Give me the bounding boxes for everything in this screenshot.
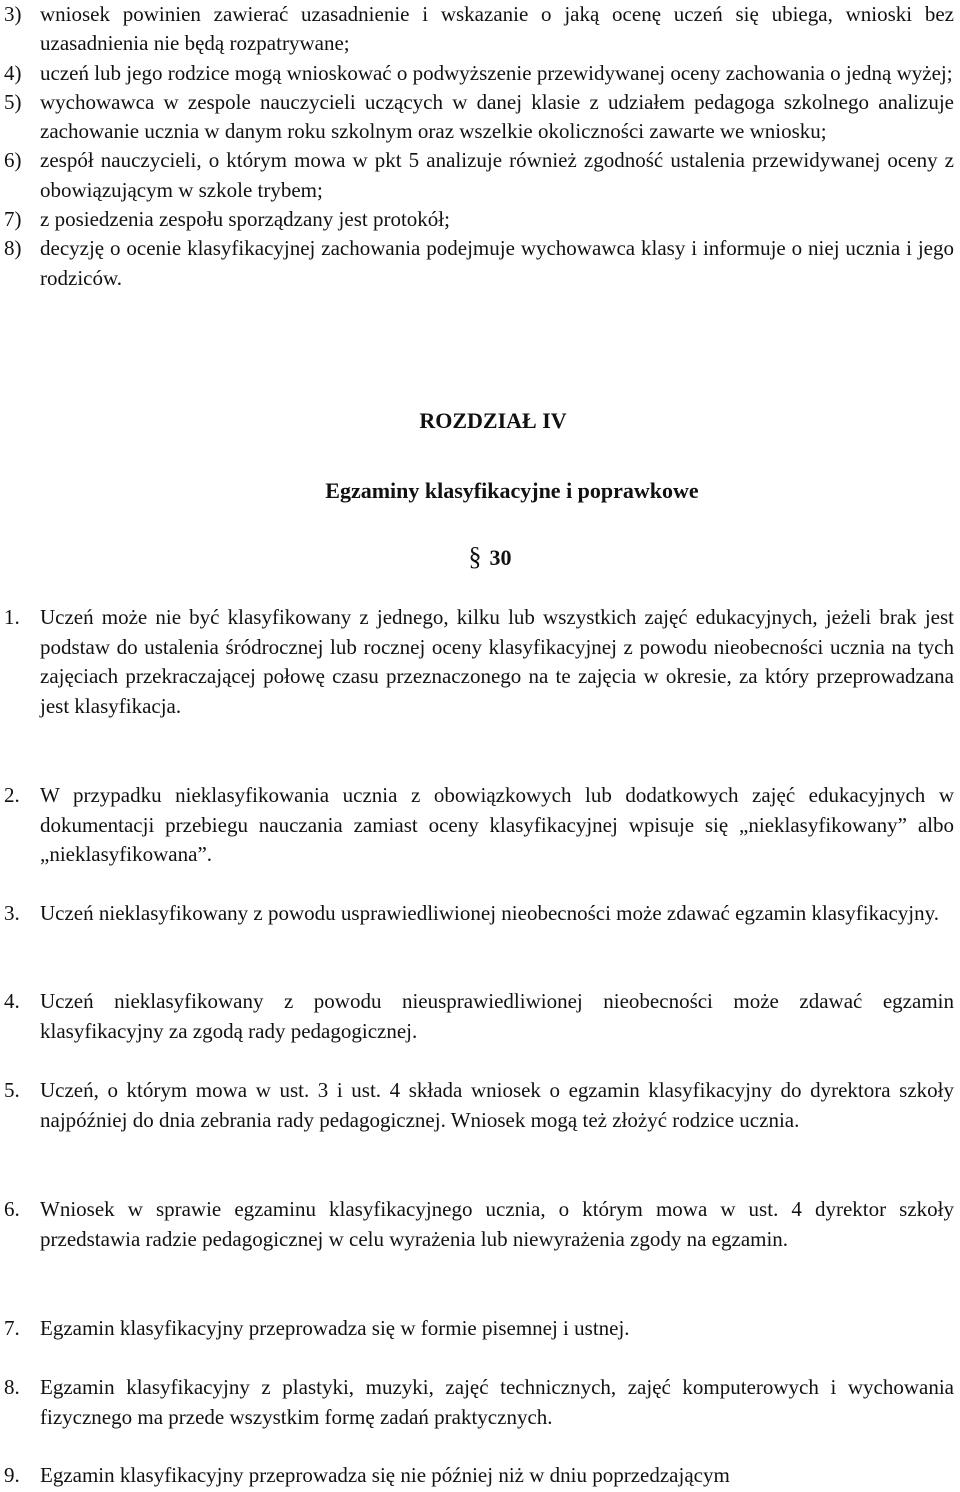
paragraph-number: 7. <box>4 1316 20 1340</box>
list-item <box>0 205 960 234</box>
paragraph-number: 3. <box>4 901 20 925</box>
list-item-text: wniosek powinien zawierać uzasadnienie i wskazanie o jaką ocenę uczeń się ubiega, wnioski bez uzasadnienia nie będą rozpatrywane; <box>40 2 954 56</box>
paragraph-text: Egzamin klasyfikacyjny przeprowadza się w formie pisemnej i ustnej. <box>40 1316 630 1340</box>
list-item-number: 3) <box>4 2 22 26</box>
section-heading <box>0 542 960 572</box>
paragraph-3 <box>0 899 954 929</box>
list-item-number: 5) <box>4 89 22 114</box>
paragraph-7 <box>0 1314 954 1344</box>
paragraph-text: Egzamin klasyfikacyjny przeprowadza się nie później niż w dniu poprzedzającym <box>40 1463 730 1487</box>
list-item-number: 7) <box>4 207 22 232</box>
paragraph-number: 4. <box>4 989 20 1013</box>
paragraph-number: 5. <box>4 1078 20 1102</box>
paragraph-8 <box>0 1373 954 1432</box>
list-item-text: uczeń lub jego rodzice mogą wnioskować o podwyższenie przewidywanej oceny zachowania o jedną wyżej; <box>40 60 953 85</box>
list-item-text: wychowawca w zespole nauczycieli uczących w danej klasie z udziałem pedagoga szkolnego analizuje zachowanie ucznia w danym roku szkolnym oraz wszelkie okoliczności zawarte we wniosku; <box>40 89 954 144</box>
paragraph-text: Uczeń może nie być klasyfikowany z jednego, kilku lub wszystkich zajęć edukacyjnych, jeżeli brak jest podstaw do ustalenia śródrocznej lub rocznej oceny klasyfikacyjnej z powodu nieobecności ucznia na tych zajęciach przekraczającej połowę czasu przeznaczonego na te zajęcia w okresie, za który przeprowadzana jest klasyfikacja. <box>40 605 954 718</box>
paragraph-6 <box>0 1195 954 1254</box>
section-number: 30 <box>489 545 512 570</box>
list-item <box>0 59 960 88</box>
list-item <box>0 146 960 205</box>
list-item-number: 8) <box>4 236 22 261</box>
list-item-number: 6) <box>4 148 22 173</box>
paragraph-5 <box>0 1076 954 1135</box>
list-item-text: zespół nauczycieli, o którym mowa w pkt 5 analizuje również zgodność ustalenia przewidywanej oceny z obowiązującym w szkole trybem; <box>40 148 954 202</box>
chapter-title: ROZDZIAŁ IV <box>419 408 567 433</box>
list-item <box>0 88 960 147</box>
paragraph-4 <box>0 987 954 1046</box>
paragraph-1 <box>0 603 954 721</box>
paragraph-2 <box>0 781 954 870</box>
numbered-list <box>0 0 960 293</box>
paragraph-number: 8. <box>4 1375 20 1399</box>
paragraph-number: 6. <box>4 1197 20 1221</box>
list-item <box>0 234 960 293</box>
paragraph-9 <box>0 1461 954 1491</box>
list-item-number: 4) <box>4 60 22 85</box>
paragraph-text: W przypadku nieklasyfikowania ucznia z obowiązkowych lub dodatkowych zajęć edukacyjnych w dokumentacji przebiegu nauczania zamiast oceny klasyfikacyjnej wpisuje się „nieklasyfikowany” albo „nieklasyfikowana”. <box>40 783 954 866</box>
paragraph-text: Uczeń nieklasyfikowany z powodu nieusprawiedliwionej nieobecności może zdawać egzamin klasyfikacyjny za zgodą rady pedagogicznej. <box>40 989 954 1043</box>
list-item-text: z posiedzenia zespołu sporządzany jest protokół; <box>40 207 450 232</box>
paragraph-number: 9. <box>4 1463 20 1487</box>
paragraph-number: 1. <box>4 605 20 629</box>
paragraph-text: Wniosek w sprawie egzaminu klasyfikacyjnego ucznia, o którym mowa w ust. 4 dyrektor szkoły przedstawia radzie pedagogicznej w celu wyrażenia lub niewyrażenia zgody na egzamin. <box>40 1197 954 1251</box>
section-symbol: § <box>468 542 482 571</box>
paragraph-text: Uczeń nieklasyfikowany z powodu usprawiedliwionej nieobecności może zdawać egzamin klasyfikacyjny. <box>40 901 939 925</box>
list-item-text: decyzję o ocenie klasyfikacyjnej zachowania podejmuje wychowawca klasy i informuje o niej ucznia i jego rodziców. <box>40 236 954 290</box>
list-item <box>0 0 960 59</box>
paragraph-number: 2. <box>4 783 20 807</box>
chapter-subtitle: Egzaminy klasyfikacyjne i poprawkowe <box>325 478 699 503</box>
paragraph-text: Uczeń, o którym mowa w ust. 3 i ust. 4 składa wniosek o egzamin klasyfikacyjny do dyrektora szkoły najpóźniej do dnia zebrania rady pedagogicznej. Wniosek mogą też złożyć rodzice ucznia. <box>40 1078 954 1132</box>
paragraph-text: Egzamin klasyfikacyjny z plastyki, muzyki, zajęć technicznych, zajęć komputerowych i wychowania fizycznego ma przede wszystkim formę zadań praktycznych. <box>40 1375 954 1429</box>
